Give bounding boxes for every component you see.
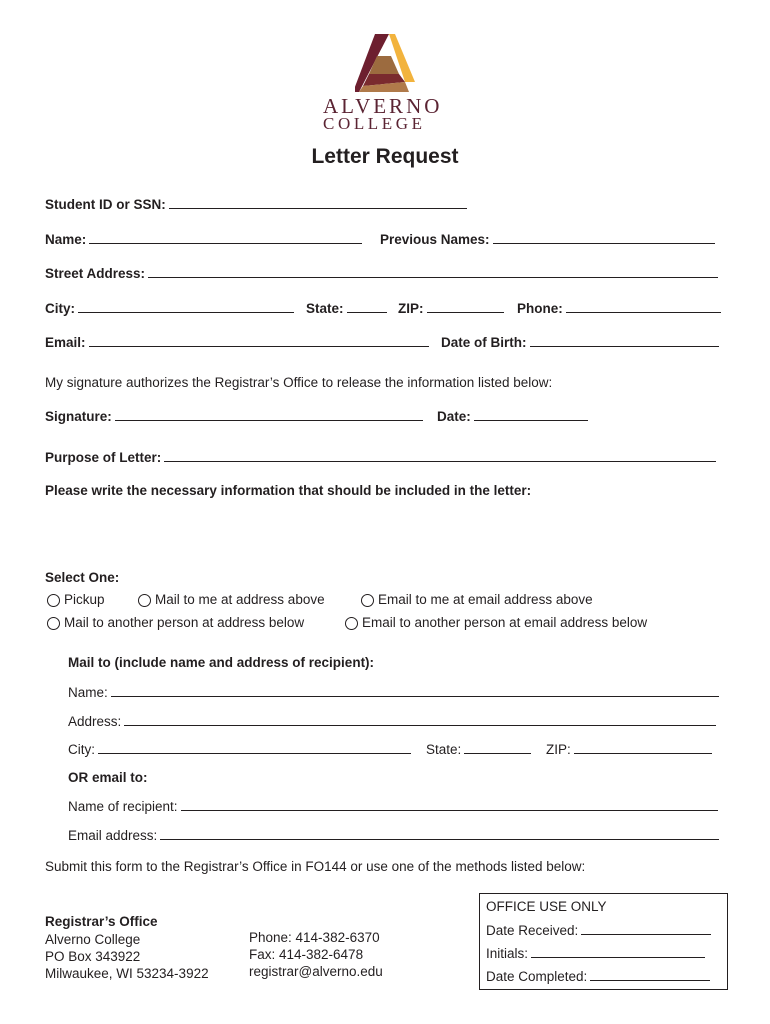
registrar-line-2: PO Box 343922 bbox=[45, 949, 141, 964]
student-id-label: Student ID or SSN: bbox=[45, 197, 166, 212]
state-label: State: bbox=[306, 301, 344, 316]
option-email-to-another-label: Email to another person at email address below bbox=[362, 615, 648, 630]
initials-field[interactable] bbox=[531, 945, 705, 958]
previous-names-row bbox=[380, 231, 715, 247]
signature-label: Signature: bbox=[45, 409, 112, 424]
name-field[interactable] bbox=[89, 231, 362, 244]
email-label: Email: bbox=[45, 335, 86, 350]
date-completed-label: Date Completed: bbox=[486, 969, 588, 984]
registrar-heading: Registrar’s Office bbox=[45, 914, 158, 929]
name-label: Name: bbox=[45, 232, 87, 247]
previous-names-field[interactable] bbox=[493, 231, 715, 244]
radio-email-to-me[interactable] bbox=[361, 594, 374, 607]
city-field[interactable] bbox=[78, 300, 294, 313]
option-email-to-another[interactable] bbox=[345, 615, 647, 630]
state-field[interactable] bbox=[347, 300, 387, 313]
mail-name-label: Name: bbox=[68, 685, 108, 700]
purpose-row bbox=[45, 449, 716, 465]
purpose-label: Purpose of Letter: bbox=[45, 450, 162, 465]
date-received-field[interactable] bbox=[581, 922, 711, 935]
phone-label: Phone: bbox=[517, 301, 563, 316]
city-row bbox=[45, 300, 294, 316]
registrar-line-3: Milwaukee, WI 53234-3922 bbox=[45, 966, 209, 981]
date-received-row bbox=[486, 922, 711, 938]
letter-content-area[interactable] bbox=[45, 503, 725, 563]
signature-date-field[interactable] bbox=[474, 408, 588, 421]
page-title: Letter Request bbox=[311, 145, 459, 168]
option-mail-to-another-label: Mail to another person at address below bbox=[64, 615, 305, 630]
option-mail-to-another[interactable] bbox=[47, 615, 304, 630]
phone-row bbox=[517, 300, 721, 316]
street-address-label: Street Address: bbox=[45, 266, 146, 281]
zip-field[interactable] bbox=[427, 300, 504, 313]
mail-state-field[interactable] bbox=[464, 741, 531, 754]
recipient-name-field[interactable] bbox=[181, 798, 718, 811]
option-pickup[interactable] bbox=[47, 592, 105, 607]
option-pickup-label: Pickup bbox=[64, 592, 105, 607]
recipient-name-label: Name of recipient: bbox=[68, 799, 178, 814]
mail-city-field[interactable] bbox=[98, 741, 411, 754]
mail-address-label: Address: bbox=[68, 714, 122, 729]
state-row bbox=[306, 300, 387, 316]
street-address-row bbox=[45, 265, 718, 281]
email-field[interactable] bbox=[89, 334, 429, 347]
initials-row bbox=[486, 945, 705, 961]
registrar-line-1: Alverno College bbox=[45, 932, 141, 947]
mail-name-row bbox=[68, 684, 719, 700]
date-completed-field[interactable] bbox=[590, 968, 710, 981]
contact-phone: Phone: 414-382-6370 bbox=[249, 930, 380, 945]
signature-date-row bbox=[437, 408, 588, 424]
authorization-text: My signature authorizes the Registrar’s Office to release the information listed below: bbox=[45, 375, 553, 390]
city-label: City: bbox=[45, 301, 75, 316]
recipient-email-field[interactable] bbox=[160, 827, 719, 840]
logo-line-1: ALVERNO bbox=[323, 94, 443, 118]
purpose-field[interactable] bbox=[164, 449, 716, 462]
contact-fax: Fax: 414-382-6478 bbox=[249, 947, 364, 962]
name-row bbox=[45, 231, 362, 247]
mail-address-row bbox=[68, 713, 716, 729]
instructions-text: Please write the necessary information that should be included in the letter: bbox=[45, 483, 532, 498]
mail-to-heading: Mail to (include name and address of recipient): bbox=[68, 655, 375, 670]
initials-label: Initials: bbox=[486, 946, 529, 961]
zip-row bbox=[398, 300, 504, 316]
student-id-field[interactable] bbox=[169, 196, 467, 209]
mail-state-row bbox=[426, 741, 531, 757]
date-completed-row bbox=[486, 968, 710, 984]
mail-address-field[interactable] bbox=[124, 713, 716, 726]
contact-email[interactable]: registrar@alverno.edu bbox=[249, 964, 383, 979]
email-row bbox=[45, 334, 429, 350]
mail-city-label: City: bbox=[68, 742, 95, 757]
radio-mail-to-another[interactable] bbox=[47, 617, 60, 630]
option-email-to-me-label: Email to me at email address above bbox=[378, 592, 593, 607]
previous-names-label: Previous Names: bbox=[380, 232, 490, 247]
mail-zip-row bbox=[546, 741, 712, 757]
mail-name-field[interactable] bbox=[111, 684, 719, 697]
radio-email-to-another[interactable] bbox=[345, 617, 358, 630]
signature-date-label: Date: bbox=[437, 409, 471, 424]
recipient-name-row bbox=[68, 798, 718, 814]
student-id-row bbox=[45, 196, 467, 212]
signature-field[interactable] bbox=[115, 408, 423, 421]
recipient-email-label: Email address: bbox=[68, 828, 158, 843]
logo-line-2: COLLEGE bbox=[323, 114, 426, 133]
mail-zip-field[interactable] bbox=[574, 741, 712, 754]
radio-mail-to-me[interactable] bbox=[138, 594, 151, 607]
phone-field[interactable] bbox=[566, 300, 721, 313]
mail-city-row bbox=[68, 741, 411, 757]
mail-state-label: State: bbox=[426, 742, 462, 757]
radio-pickup[interactable] bbox=[47, 594, 60, 607]
recipient-email-row bbox=[68, 827, 719, 843]
dob-label: Date of Birth: bbox=[441, 335, 527, 350]
select-one-heading: Select One: bbox=[45, 570, 120, 585]
date-received-label: Date Received: bbox=[486, 923, 579, 938]
logo-mark-icon bbox=[355, 34, 415, 92]
mail-zip-label: ZIP: bbox=[546, 742, 571, 757]
office-use-heading: OFFICE USE ONLY bbox=[486, 899, 607, 914]
email-to-heading: OR email to: bbox=[68, 770, 148, 785]
dob-row bbox=[441, 334, 719, 350]
option-email-to-me[interactable] bbox=[361, 592, 593, 607]
submit-text: Submit this form to the Registrar’s Office in FO144 or use one of the methods listed below: bbox=[45, 859, 586, 874]
dob-field[interactable] bbox=[530, 334, 719, 347]
option-mail-to-me[interactable] bbox=[138, 592, 325, 607]
signature-row bbox=[45, 408, 423, 424]
option-mail-to-me-label: Mail to me at address above bbox=[155, 592, 325, 607]
street-address-field[interactable] bbox=[148, 265, 718, 278]
zip-label: ZIP: bbox=[398, 301, 424, 316]
